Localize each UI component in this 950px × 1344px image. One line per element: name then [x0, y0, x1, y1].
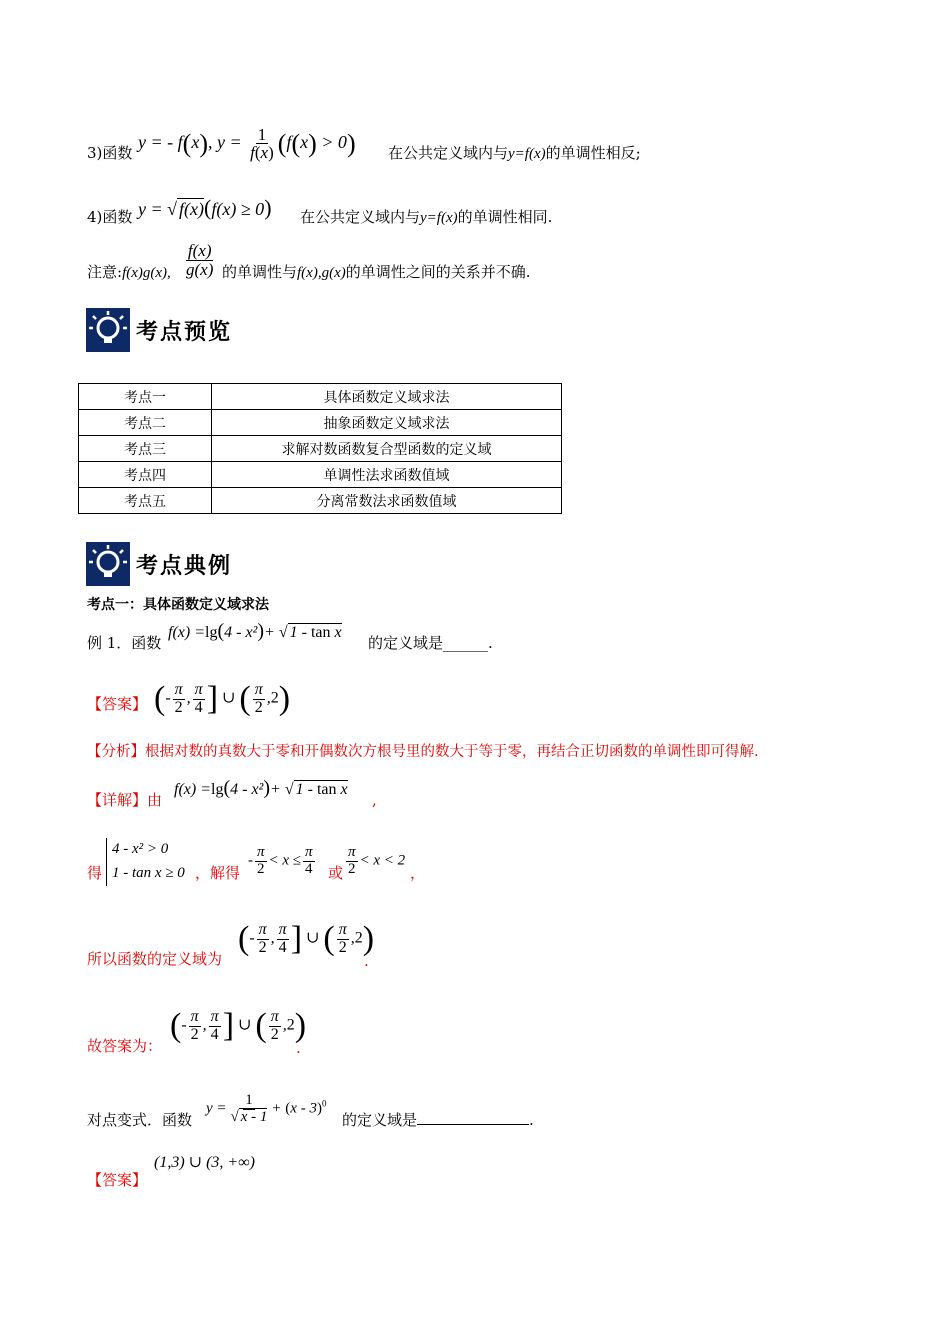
- item4-func: y=f(x): [420, 210, 458, 226]
- section-title-preview: 考点预览: [136, 319, 233, 345]
- answer2-tag: 【答案】: [87, 1171, 148, 1189]
- detail-text: 由: [147, 791, 163, 809]
- table-cell: 具体函数定义域求法: [212, 384, 562, 410]
- note-suffix: 的单调性之间的关系并不确.: [345, 263, 531, 281]
- table-row: [79, 488, 562, 514]
- lightbulb-icon: [86, 308, 130, 352]
- answer-line-value: (- $\frac{\pi}{2}$ , $\frac{\pi}{4}$ ] ∪ ( $\frac{\pi}{2}$ ,2): [170, 1007, 307, 1044]
- table-cell: 考点四: [79, 462, 212, 488]
- answer-blank: [417, 1124, 529, 1125]
- solve-or: 或: [328, 864, 344, 882]
- item3-suffix-a: 在公共定义域内与: [388, 144, 509, 162]
- answer-line-text: 故答案为：: [87, 1037, 163, 1055]
- example1-formula: f(x) =lg(4 - x²)+ √ 1 - tan x: [168, 620, 342, 642]
- note-funcs2: f(x),g(x): [297, 265, 346, 281]
- table-row: [79, 436, 562, 462]
- kaodian-table: [78, 383, 562, 514]
- note-mid: 的单调性与: [222, 263, 298, 281]
- variant-formula: y = $\frac{1}{√ x - 1}$ + (x - 3)$^0$: [206, 1092, 327, 1125]
- item3-formula-text: y = - f(x), y = $\frac{1}{f(x)}$ (f(x) > 0): [138, 124, 356, 163]
- note-fraction: [182, 242, 217, 279]
- section-heading-preview: [86, 308, 232, 352]
- table-row: [79, 384, 562, 410]
- section-heading-examples: [86, 542, 232, 586]
- variant-suffix: 的定义域是: [342, 1111, 418, 1129]
- item3-suffix: [388, 143, 641, 164]
- item3-suffix-b: 的单调性相反;: [545, 144, 641, 162]
- analysis-line: [87, 742, 759, 762]
- detail-end: ,: [372, 791, 377, 809]
- system-brace: [106, 838, 107, 886]
- table-cell: 考点一: [79, 384, 212, 410]
- answer2-value: (1,3) ∪ (3, +∞): [154, 1154, 255, 1171]
- item3-line: [87, 143, 132, 163]
- item4-formula: y = √ f(x)(f(x) ≥ 0): [138, 195, 272, 220]
- variant-label: 对点变式．函数: [87, 1111, 193, 1129]
- table-row: [79, 410, 562, 436]
- item3-func: y=f(x): [508, 146, 546, 162]
- variant-suffix-line: [342, 1110, 534, 1130]
- solve-de: 得: [87, 864, 103, 882]
- solve-system: [112, 837, 185, 885]
- analysis-text: 根据对数的真数大于零和开偶数次方根号里的数大于等于零，再结合正切函数的单调性即可得解.: [145, 744, 759, 760]
- table-cell: 考点三: [79, 436, 212, 462]
- domain-end: .: [364, 952, 369, 970]
- note-frac-den: g(x): [186, 259, 214, 279]
- answer-line-end: .: [296, 1039, 301, 1057]
- item3-prefix: 3)函数: [87, 144, 133, 162]
- table-cell: 考点二: [79, 410, 212, 436]
- note-frac-num: f(x): [187, 241, 212, 260]
- item4-prefix: 4)函数: [87, 208, 133, 226]
- detail-formula: f(x) =lg(4 - x²)+ √ 1 - tan x: [174, 777, 348, 799]
- table-row: [79, 462, 562, 488]
- note-funcs: f(x)g(x),: [122, 265, 171, 281]
- solve-mid: ，解得: [195, 864, 241, 882]
- table-cell: 分离常数法求函数值域: [212, 488, 562, 514]
- answer1-tag: 【答案】: [87, 695, 148, 713]
- solve-end: ，: [410, 864, 426, 882]
- variant-end: .: [529, 1111, 534, 1129]
- table-cell: 抽象函数定义域求法: [212, 410, 562, 436]
- note-prefix: 注意:: [87, 263, 123, 281]
- item3-formula: [138, 118, 356, 168]
- domain-text: 所以函数的定义域为: [87, 950, 223, 968]
- item4-suffix: [300, 207, 552, 228]
- analysis-tag: 【分析】: [87, 744, 145, 760]
- answer1-value: (- $\frac{\pi}{2}$ , $\frac{\pi}{4}$ ] ∪ ( $\frac{\pi}{2}$ ,2): [154, 680, 291, 717]
- example1-label: 例 1．函数: [87, 634, 162, 652]
- table-cell: 考点五: [79, 488, 212, 514]
- table-cell: 单调性法求函数值域: [212, 462, 562, 488]
- note-suffix-line: [222, 262, 531, 283]
- note-prefix-line: [87, 262, 171, 283]
- table-cell: 求解对数函数复合型函数的定义域: [212, 436, 562, 462]
- solve-ineq2: $\frac{\pi}{2}$ < x < 2: [348, 844, 406, 877]
- section-title-examples: 考点典例: [136, 553, 233, 579]
- lightbulb-icon: [86, 542, 130, 586]
- kaodian1-title: 考点一：具体函数定义域求法: [87, 597, 269, 613]
- solve-line2: 1 - tan x ≥ 0: [112, 865, 185, 881]
- solve-line1: 4 - x² > 0: [112, 841, 169, 857]
- example1-suffix: 的定义域是______.: [368, 634, 493, 652]
- solve-ineq1: - $\frac{\pi}{2}$ < x ≤ $\frac{\pi}{4}$: [248, 844, 313, 877]
- domain-value: (- $\frac{\pi}{2}$ , $\frac{\pi}{4}$ ] ∪ ( $\frac{\pi}{2}$ ,2): [238, 920, 375, 957]
- item4-suffix-b: 的单调性相同.: [457, 208, 553, 226]
- detail-line: [87, 790, 162, 810]
- item4-suffix-a: 在公共定义域内与: [300, 208, 421, 226]
- detail-tag: 【详解】: [87, 791, 148, 809]
